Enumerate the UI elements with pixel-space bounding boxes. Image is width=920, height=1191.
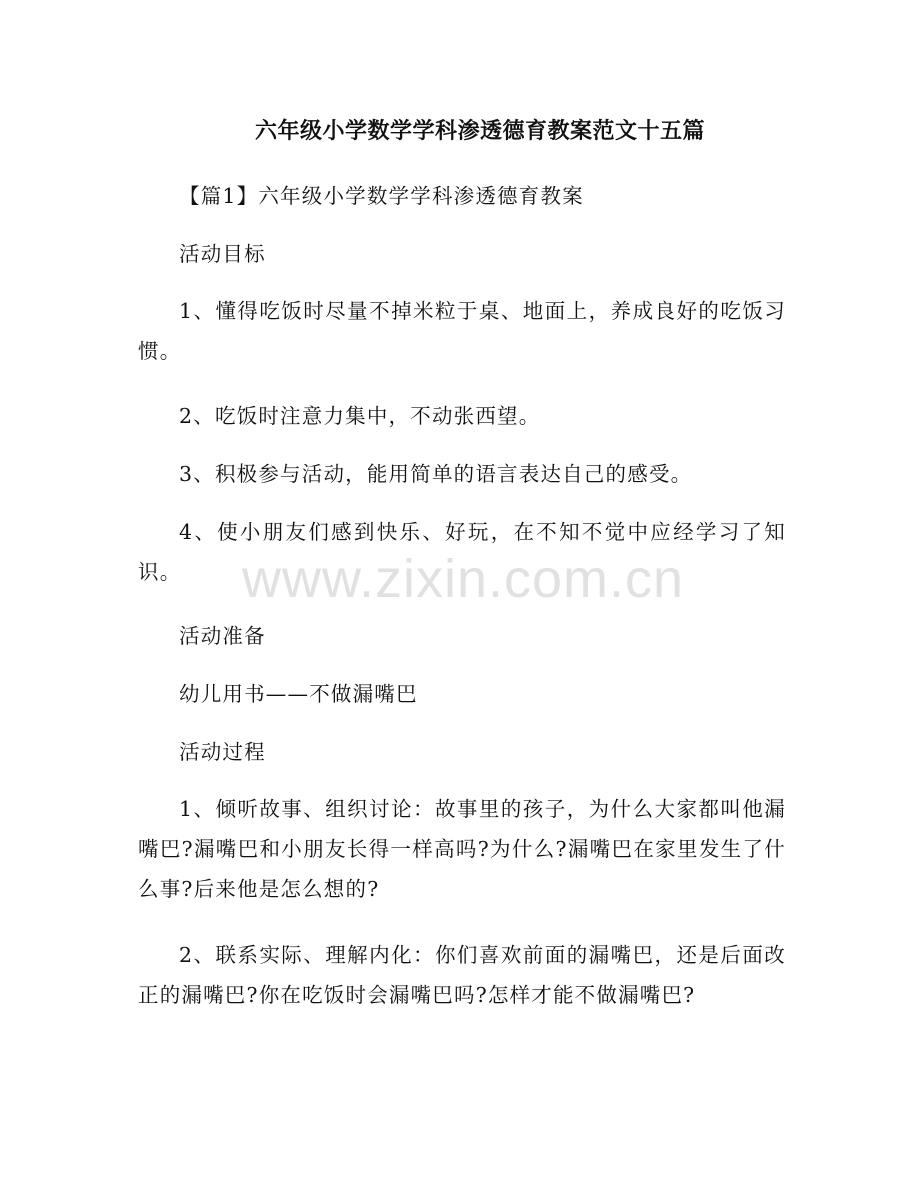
- paragraph-goal-2: 2、吃饭时注意力集中，不动张西望。: [179, 404, 541, 428]
- paragraph-process-2: 2、联系实际、理解内化：你们喜欢前面的漏嘴巴，还是后面改正的漏嘴巴?你在吃饭时会漏嘴巴吗?怎样才能不做漏嘴巴?: [138, 943, 786, 1007]
- paragraph-goal-4: 4、使小朋友们感到快乐、好玩，在不知不觉中应经学习了知识。: [138, 520, 786, 584]
- paragraph-activity-process: 活动过程: [179, 740, 266, 764]
- paragraph-activity-goal: 活动目标: [179, 242, 266, 266]
- paragraph-prep-book: 幼儿用书——不做漏嘴巴: [179, 682, 418, 706]
- section-heading: 【篇1】六年级小学数学学科渗透德育教案: [179, 184, 584, 208]
- paragraph-activity-prep: 活动准备: [179, 624, 266, 648]
- watermark: www.zixin.com.cn: [241, 549, 685, 609]
- paragraph-goal-3: 3、积极参与活动，能用简单的语言表达自己的感受。: [179, 462, 693, 486]
- paragraph-process-1: 1、倾听故事、组织讨论：故事里的孩子，为什么大家都叫他漏嘴巴?漏嘴巴和小朋友长得一样高吗?为什么?漏嘴巴在家里发生了什么事?后来他是怎么想的?: [138, 797, 786, 901]
- document-title: 六年级小学数学学科渗透德育教案范文十五篇: [254, 119, 705, 144]
- paragraph-goal-1: 1、懂得吃饭时尽量不掉米粒于桌、地面上，养成良好的吃饭习惯。: [138, 299, 786, 363]
